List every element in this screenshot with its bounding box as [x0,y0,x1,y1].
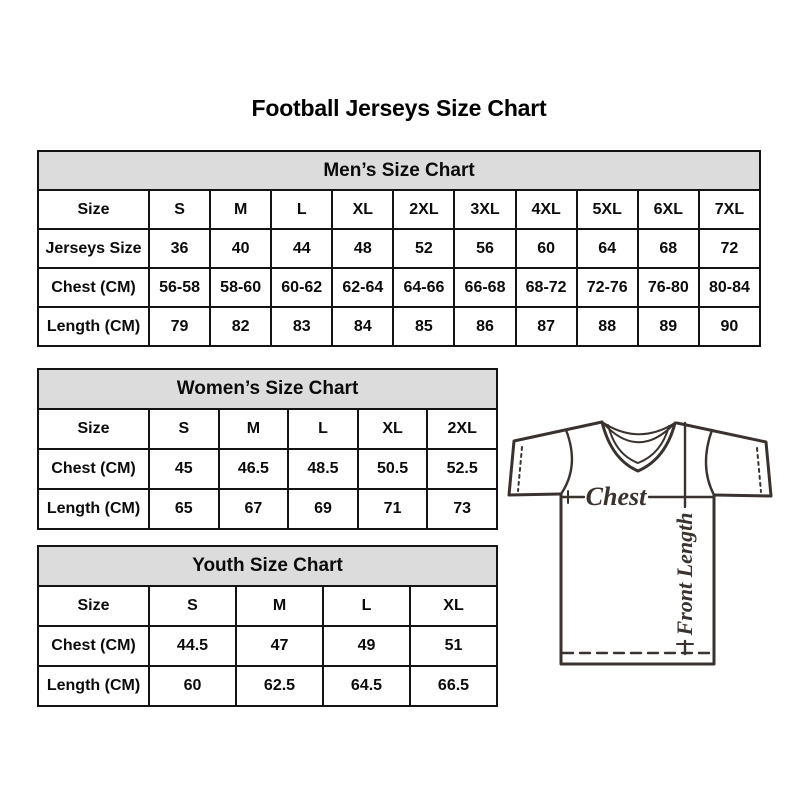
col-header: XL [410,586,497,626]
col-header: M [210,190,271,229]
col-header: S [149,190,210,229]
table-header-row [38,151,760,190]
cell: 62-64 [332,268,393,307]
table-row [38,586,497,626]
table-row [38,268,760,307]
col-header: 6XL [638,190,699,229]
cell: 79 [149,307,210,346]
table-row [38,307,760,346]
cell: 60-62 [271,268,332,307]
cell: 72-76 [577,268,638,307]
cell: 40 [210,229,271,268]
col-header: L [288,409,358,449]
cell: 90 [699,307,760,346]
jersey-left-armhole-seam [561,430,572,494]
col-header: L [271,190,332,229]
col-header: 4XL [516,190,577,229]
cell: 66.5 [410,666,497,706]
mens-size-table [37,150,761,347]
jersey-left-cuff-stitch [518,447,522,491]
cell: 86 [454,307,515,346]
cell: 84 [332,307,393,346]
cell: 44.5 [149,626,236,666]
cell: 73 [427,489,497,529]
womens-size-table [37,368,498,530]
youth-table-title: Youth Size Chart [38,546,497,586]
row-label: Size [38,409,149,449]
table-row [38,229,760,268]
row-label: Jerseys Size [38,229,149,268]
col-header: 2XL [393,190,454,229]
jersey-right-cuff-stitch [757,448,761,492]
cell: 52 [393,229,454,268]
womens-table-title: Women’s Size Chart [38,369,497,409]
col-header: M [219,409,289,449]
jersey-measurement-diagram [505,408,775,673]
table-header-row [38,546,497,586]
front-length-label: Front Length [672,512,697,636]
mens-table-title: Men’s Size Chart [38,151,760,190]
chest-label: Chest [585,482,647,511]
cell: 60 [149,666,236,706]
cell: 48.5 [288,449,358,489]
cell: 60 [516,229,577,268]
col-header: 2XL [427,409,497,449]
cell: 46.5 [219,449,289,489]
row-label: Chest (CM) [38,449,149,489]
col-header: 5XL [577,190,638,229]
cell: 64.5 [323,666,410,706]
cell: 56 [454,229,515,268]
table-row [38,190,760,229]
col-header: S [149,586,236,626]
table-row [38,626,497,666]
jersey-right-sleeve [677,423,771,496]
cell: 64-66 [393,268,454,307]
cell: 85 [393,307,454,346]
cell: 87 [516,307,577,346]
cell: 67 [219,489,289,529]
cell: 72 [699,229,760,268]
table-header-row [38,369,497,409]
table-row [38,489,497,529]
cell: 68-72 [516,268,577,307]
cell: 71 [358,489,428,529]
cell: 76-80 [638,268,699,307]
cell: 89 [638,307,699,346]
cell: 83 [271,307,332,346]
cell: 68 [638,229,699,268]
cell: 62.5 [236,666,323,706]
col-header: XL [332,190,393,229]
cell: 36 [149,229,210,268]
row-label: Size [38,190,149,229]
cell: 52.5 [427,449,497,489]
col-header: S [149,409,219,449]
cell: 64 [577,229,638,268]
row-label: Length (CM) [38,666,149,706]
table-row [38,409,497,449]
cell: 47 [236,626,323,666]
cell: 58-60 [210,268,271,307]
cell: 88 [577,307,638,346]
col-header: XL [358,409,428,449]
cell: 44 [271,229,332,268]
col-header: 7XL [699,190,760,229]
table-row [38,666,497,706]
cell: 50.5 [358,449,428,489]
table-row [38,449,497,489]
cell: 82 [210,307,271,346]
cell: 66-68 [454,268,515,307]
cell: 80-84 [699,268,760,307]
cell: 48 [332,229,393,268]
cell: 56-58 [149,268,210,307]
youth-size-table [37,545,498,707]
row-label: Size [38,586,149,626]
cell: 49 [323,626,410,666]
row-label: Length (CM) [38,489,149,529]
page-title: Football Jerseys Size Chart [251,95,547,121]
cell: 65 [149,489,219,529]
cell: 51 [410,626,497,666]
col-header: L [323,586,410,626]
row-label: Chest (CM) [38,626,149,666]
jersey-right-armhole-seam [706,430,714,495]
cell: 45 [149,449,219,489]
cell: 69 [288,489,358,529]
row-label: Length (CM) [38,307,149,346]
col-header: M [236,586,323,626]
row-label: Chest (CM) [38,268,149,307]
col-header: 3XL [454,190,515,229]
